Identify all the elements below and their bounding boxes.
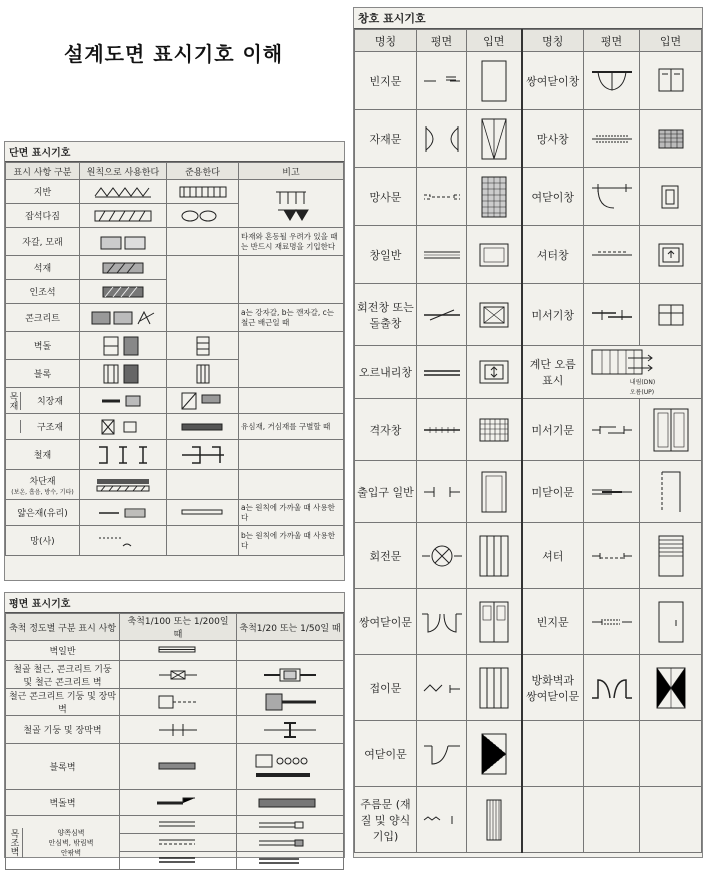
row-label: 빈지문 <box>522 589 584 655</box>
block-wall-detail-symbol <box>237 744 344 790</box>
row-label: 얇은재(유리) <box>6 500 80 526</box>
firewall-door-elevation-symbol <box>640 655 702 721</box>
section-table <box>5 162 344 556</box>
structural-wood-alt-symbol <box>167 414 239 440</box>
mesh-symbol <box>80 526 167 556</box>
wood-group-cell <box>6 388 80 414</box>
double-window-plan-symbol <box>584 52 640 110</box>
screen-door-plan-symbol <box>417 168 467 226</box>
row-label: 구조재 <box>36 423 64 433</box>
row-label: 철골 기둥 및 장막벽 <box>6 716 120 744</box>
casement-window-elevation-symbol <box>640 168 702 226</box>
col-header: 축척1/100 또는 1/200일 때 <box>120 614 237 641</box>
stone-symbol <box>80 256 167 280</box>
row-label: 주름문 (재질 및 양식 기입) <box>355 787 417 853</box>
swing-door-plan-symbol <box>417 110 467 168</box>
row-label: 접이문 <box>355 655 417 721</box>
row-label: 망사창 <box>522 110 584 168</box>
shutter-window-plan-symbol <box>584 226 640 284</box>
empty-cell <box>584 787 640 853</box>
stair-down-label: 내림(DN) <box>629 379 656 386</box>
row-label: 셔터 <box>522 523 584 589</box>
col-header: 명칭 <box>355 30 417 52</box>
rc-column-symbol <box>120 689 237 716</box>
empty-cell <box>239 256 344 304</box>
section-panel-title: 단면 표시기호 <box>5 142 344 162</box>
row-label: 계단 오름 표시 <box>522 346 584 399</box>
structural-wood-note: 유심재, 거심재를 구별할 때 <box>239 414 344 440</box>
mesh-note: b는 원칙에 가까울 때 사용한다 <box>239 526 344 556</box>
col-header: 명칭 <box>522 30 584 52</box>
screen-door-elevation-symbol <box>467 168 522 226</box>
pivot-window-plan-symbol <box>417 284 467 346</box>
shutter-door-elevation-symbol <box>467 52 522 110</box>
steel-alt-symbol <box>167 440 239 470</box>
hinged-door-plan-symbol <box>417 721 467 787</box>
wood-wall-group-cell <box>6 816 120 870</box>
wall-general-symbol <box>120 641 237 661</box>
row-label: 철골 철근, 콘크리트 기둥 및 철근 콘크리트 벽 <box>6 661 120 689</box>
row-label: 잡석다짐 <box>6 204 80 228</box>
concrete-symbol <box>80 304 167 332</box>
row-label: 블록 <box>6 360 80 388</box>
brick-wall-detail-symbol <box>237 790 344 816</box>
casement-window-plan-symbol <box>584 168 640 226</box>
insulation-symbol <box>80 470 167 500</box>
steel-rc-column-symbol <box>120 661 237 689</box>
row-label: 여닫이창 <box>522 168 584 226</box>
rc-column-detail-symbol <box>237 689 344 716</box>
glass-alt-symbol <box>167 500 239 526</box>
entrance-plan-symbol <box>417 461 467 523</box>
firewall-door-plan-symbol <box>584 655 640 721</box>
col-header: 입면 <box>467 30 522 52</box>
sash-window-elevation-symbol <box>467 346 522 399</box>
col-header: 입면 <box>640 30 702 52</box>
empty-cell <box>237 641 344 661</box>
row-label: 안심벽, 밖림벽 <box>48 838 94 847</box>
block-wall-symbol <box>120 744 237 790</box>
col-header: 평면 <box>584 30 640 52</box>
glass-note: a는 원칙에 가까울 때 사용한다 <box>239 500 344 526</box>
section-symbols-panel <box>4 141 345 581</box>
sliding-door-plan-symbol <box>584 399 640 461</box>
rubble-alt-symbol <box>167 204 239 228</box>
empty-cell <box>522 787 584 853</box>
row-label: 회전문 <box>355 523 417 589</box>
steel-column-detail-symbol <box>237 716 344 744</box>
steel-rc-column-detail-symbol <box>237 661 344 689</box>
row-label: 벽일반 <box>6 641 120 661</box>
ground-note-symbols <box>239 180 344 228</box>
shutter-plan-symbol <box>584 523 640 589</box>
shutter-door-2-plan-symbol <box>584 589 640 655</box>
gravel-symbol <box>80 228 167 256</box>
plan-panel-title: 평면 표시기호 <box>5 593 344 613</box>
row-label: 쌍여닫이문 <box>355 589 417 655</box>
col-header: 원칙으로 사용한다 <box>80 163 167 180</box>
empty-cell <box>167 526 239 556</box>
window-door-symbols-panel <box>353 7 703 858</box>
shutter-elevation-symbol <box>640 523 702 589</box>
row-label: 치장재 <box>36 397 64 407</box>
window-panel-title: 창호 표시기호 <box>354 8 702 29</box>
glass-symbol <box>80 500 167 526</box>
row-label: 안팎벽 <box>60 848 82 857</box>
pocket-door-elevation-symbol <box>640 461 702 523</box>
row-label: 쌍여닫이창 <box>522 52 584 110</box>
inner-wall-symbol <box>120 834 237 852</box>
accordion-door-elevation-symbol <box>467 787 522 853</box>
shutter-door-plan-symbol <box>417 52 467 110</box>
finish-wood-alt-symbol <box>167 388 239 414</box>
row-label: 여닫이문 <box>355 721 417 787</box>
row-label: 블록벽 <box>6 744 120 790</box>
shutter-door-2-elevation-symbol <box>640 589 702 655</box>
revolving-door-plan-symbol <box>417 523 467 589</box>
stair-up-label: 오름(UP) <box>629 389 655 396</box>
sliding-window-plan-symbol <box>584 284 640 346</box>
row-label: 방화벽과 쌍여닫이문 <box>522 655 584 721</box>
row-label: 오르내리창 <box>355 346 417 399</box>
empty-cell <box>167 304 239 332</box>
sash-window-plan-symbol <box>417 346 467 399</box>
double-door-plan-symbol <box>417 589 467 655</box>
row-label: 석재 <box>6 256 80 280</box>
window-general-elevation-symbol <box>467 226 522 284</box>
pocket-door-plan-symbol <box>584 461 640 523</box>
row-label: 벽돌벽 <box>6 790 120 816</box>
row-label: 빈지문 <box>355 52 417 110</box>
empty-cell <box>239 332 344 388</box>
ground-symbol <box>80 180 167 204</box>
brick-symbol <box>80 332 167 360</box>
row-label: 망(사) <box>6 526 80 556</box>
swing-door-elevation-symbol <box>467 110 522 168</box>
row-label: 자갈, 모래 <box>6 228 80 256</box>
empty-cell <box>239 388 344 414</box>
col-header: 표시 사항 구분 <box>6 163 80 180</box>
block-symbol <box>80 360 167 388</box>
brick-alt-symbol <box>167 332 239 360</box>
empty-cell <box>167 256 239 304</box>
window-door-table <box>354 29 702 853</box>
empty-cell <box>640 721 702 787</box>
row-label: 미서기문 <box>522 399 584 461</box>
row-label: 격자창 <box>355 399 417 461</box>
shutter-window-elevation-symbol <box>640 226 702 284</box>
sliding-door-elevation-symbol <box>640 399 702 461</box>
steel-symbol <box>80 440 167 470</box>
plan-symbols-panel <box>4 592 345 858</box>
stair-direction-symbol <box>584 346 702 399</box>
empty-cell <box>640 787 702 853</box>
accordion-door-plan-symbol <box>417 787 467 853</box>
col-header: 축척1/20 또는 1/50일 때 <box>237 614 344 641</box>
row-label: 지반 <box>6 180 80 204</box>
folding-door-elevation-symbol <box>467 655 522 721</box>
empty-cell <box>522 721 584 787</box>
inner-wall-detail-symbol <box>237 834 344 852</box>
double-wall-symbol <box>120 816 237 834</box>
sliding-window-elevation-symbol <box>640 284 702 346</box>
artificial-stone-symbol <box>80 280 167 304</box>
wood-group-cell <box>6 414 80 440</box>
revolving-door-elevation-symbol <box>467 523 522 589</box>
row-label: 셔터창 <box>522 226 584 284</box>
screen-window-plan-symbol <box>584 110 640 168</box>
row-label: 창일반 <box>355 226 417 284</box>
folding-door-plan-symbol <box>417 655 467 721</box>
row-label: 자재문 <box>355 110 417 168</box>
rubble-symbol <box>80 204 167 228</box>
col-header: 비고 <box>239 163 344 180</box>
row-label: 철재 <box>6 440 80 470</box>
gravel-note: 타재와 혼동될 우려가 있을 때는 반드시 재료명을 기입한다 <box>239 228 344 256</box>
concrete-note: a는 강자갈, b는 깬자갈, c는 철근 배근일 때 <box>239 304 344 332</box>
double-door-elevation-symbol <box>467 589 522 655</box>
row-label: 철근 콘크리트 기둥 및 장막벽 <box>6 689 120 716</box>
finish-wood-symbol <box>80 388 167 414</box>
lattice-window-elevation-symbol <box>467 399 522 461</box>
row-label: 차단재 <box>29 476 56 487</box>
screen-window-elevation-symbol <box>640 110 702 168</box>
page-title: 설계도면 표시기호 이해 <box>64 42 284 66</box>
double-wall-detail-symbol <box>237 816 344 834</box>
empty-cell <box>239 440 344 470</box>
col-header: 축척 정도별 구분 표시 사항 <box>6 614 120 641</box>
lattice-window-plan-symbol <box>417 399 467 461</box>
empty-cell <box>584 721 640 787</box>
steel-column-symbol <box>120 716 237 744</box>
hinged-door-elevation-symbol <box>467 721 522 787</box>
empty-cell <box>239 470 344 500</box>
ground-alt-symbol <box>167 180 239 204</box>
structural-wood-symbol <box>80 414 167 440</box>
row-sublabel: (보온, 흡음, 방수, 기타) <box>11 488 74 496</box>
row-label: 벽돌 <box>6 332 80 360</box>
row-label: 망사문 <box>355 168 417 226</box>
brick-wall-symbol <box>120 790 237 816</box>
col-header: 평면 <box>417 30 467 52</box>
wood-wall-group-label: 목조벽 <box>6 828 23 858</box>
empty-cell <box>167 228 239 256</box>
entrance-elevation-symbol <box>467 461 522 523</box>
pivot-window-elevation-symbol <box>467 284 522 346</box>
double-window-elevation-symbol <box>640 52 702 110</box>
row-label: 회전창 또는 돌출창 <box>355 284 417 346</box>
row-label: 양쪽심벽 <box>57 828 85 837</box>
block-alt-symbol <box>167 360 239 388</box>
row-label: 인조석 <box>6 280 80 304</box>
insulation-label-cell <box>6 470 80 500</box>
row-label: 콘크리트 <box>6 304 80 332</box>
empty-cell <box>167 470 239 500</box>
row-label: 출입구 일반 <box>355 461 417 523</box>
row-label: 미닫이문 <box>522 461 584 523</box>
wood-group-label: 목재 <box>6 392 21 410</box>
row-label: 미서기창 <box>522 284 584 346</box>
col-header: 준용한다 <box>167 163 239 180</box>
window-general-plan-symbol <box>417 226 467 284</box>
plan-table <box>5 613 344 870</box>
